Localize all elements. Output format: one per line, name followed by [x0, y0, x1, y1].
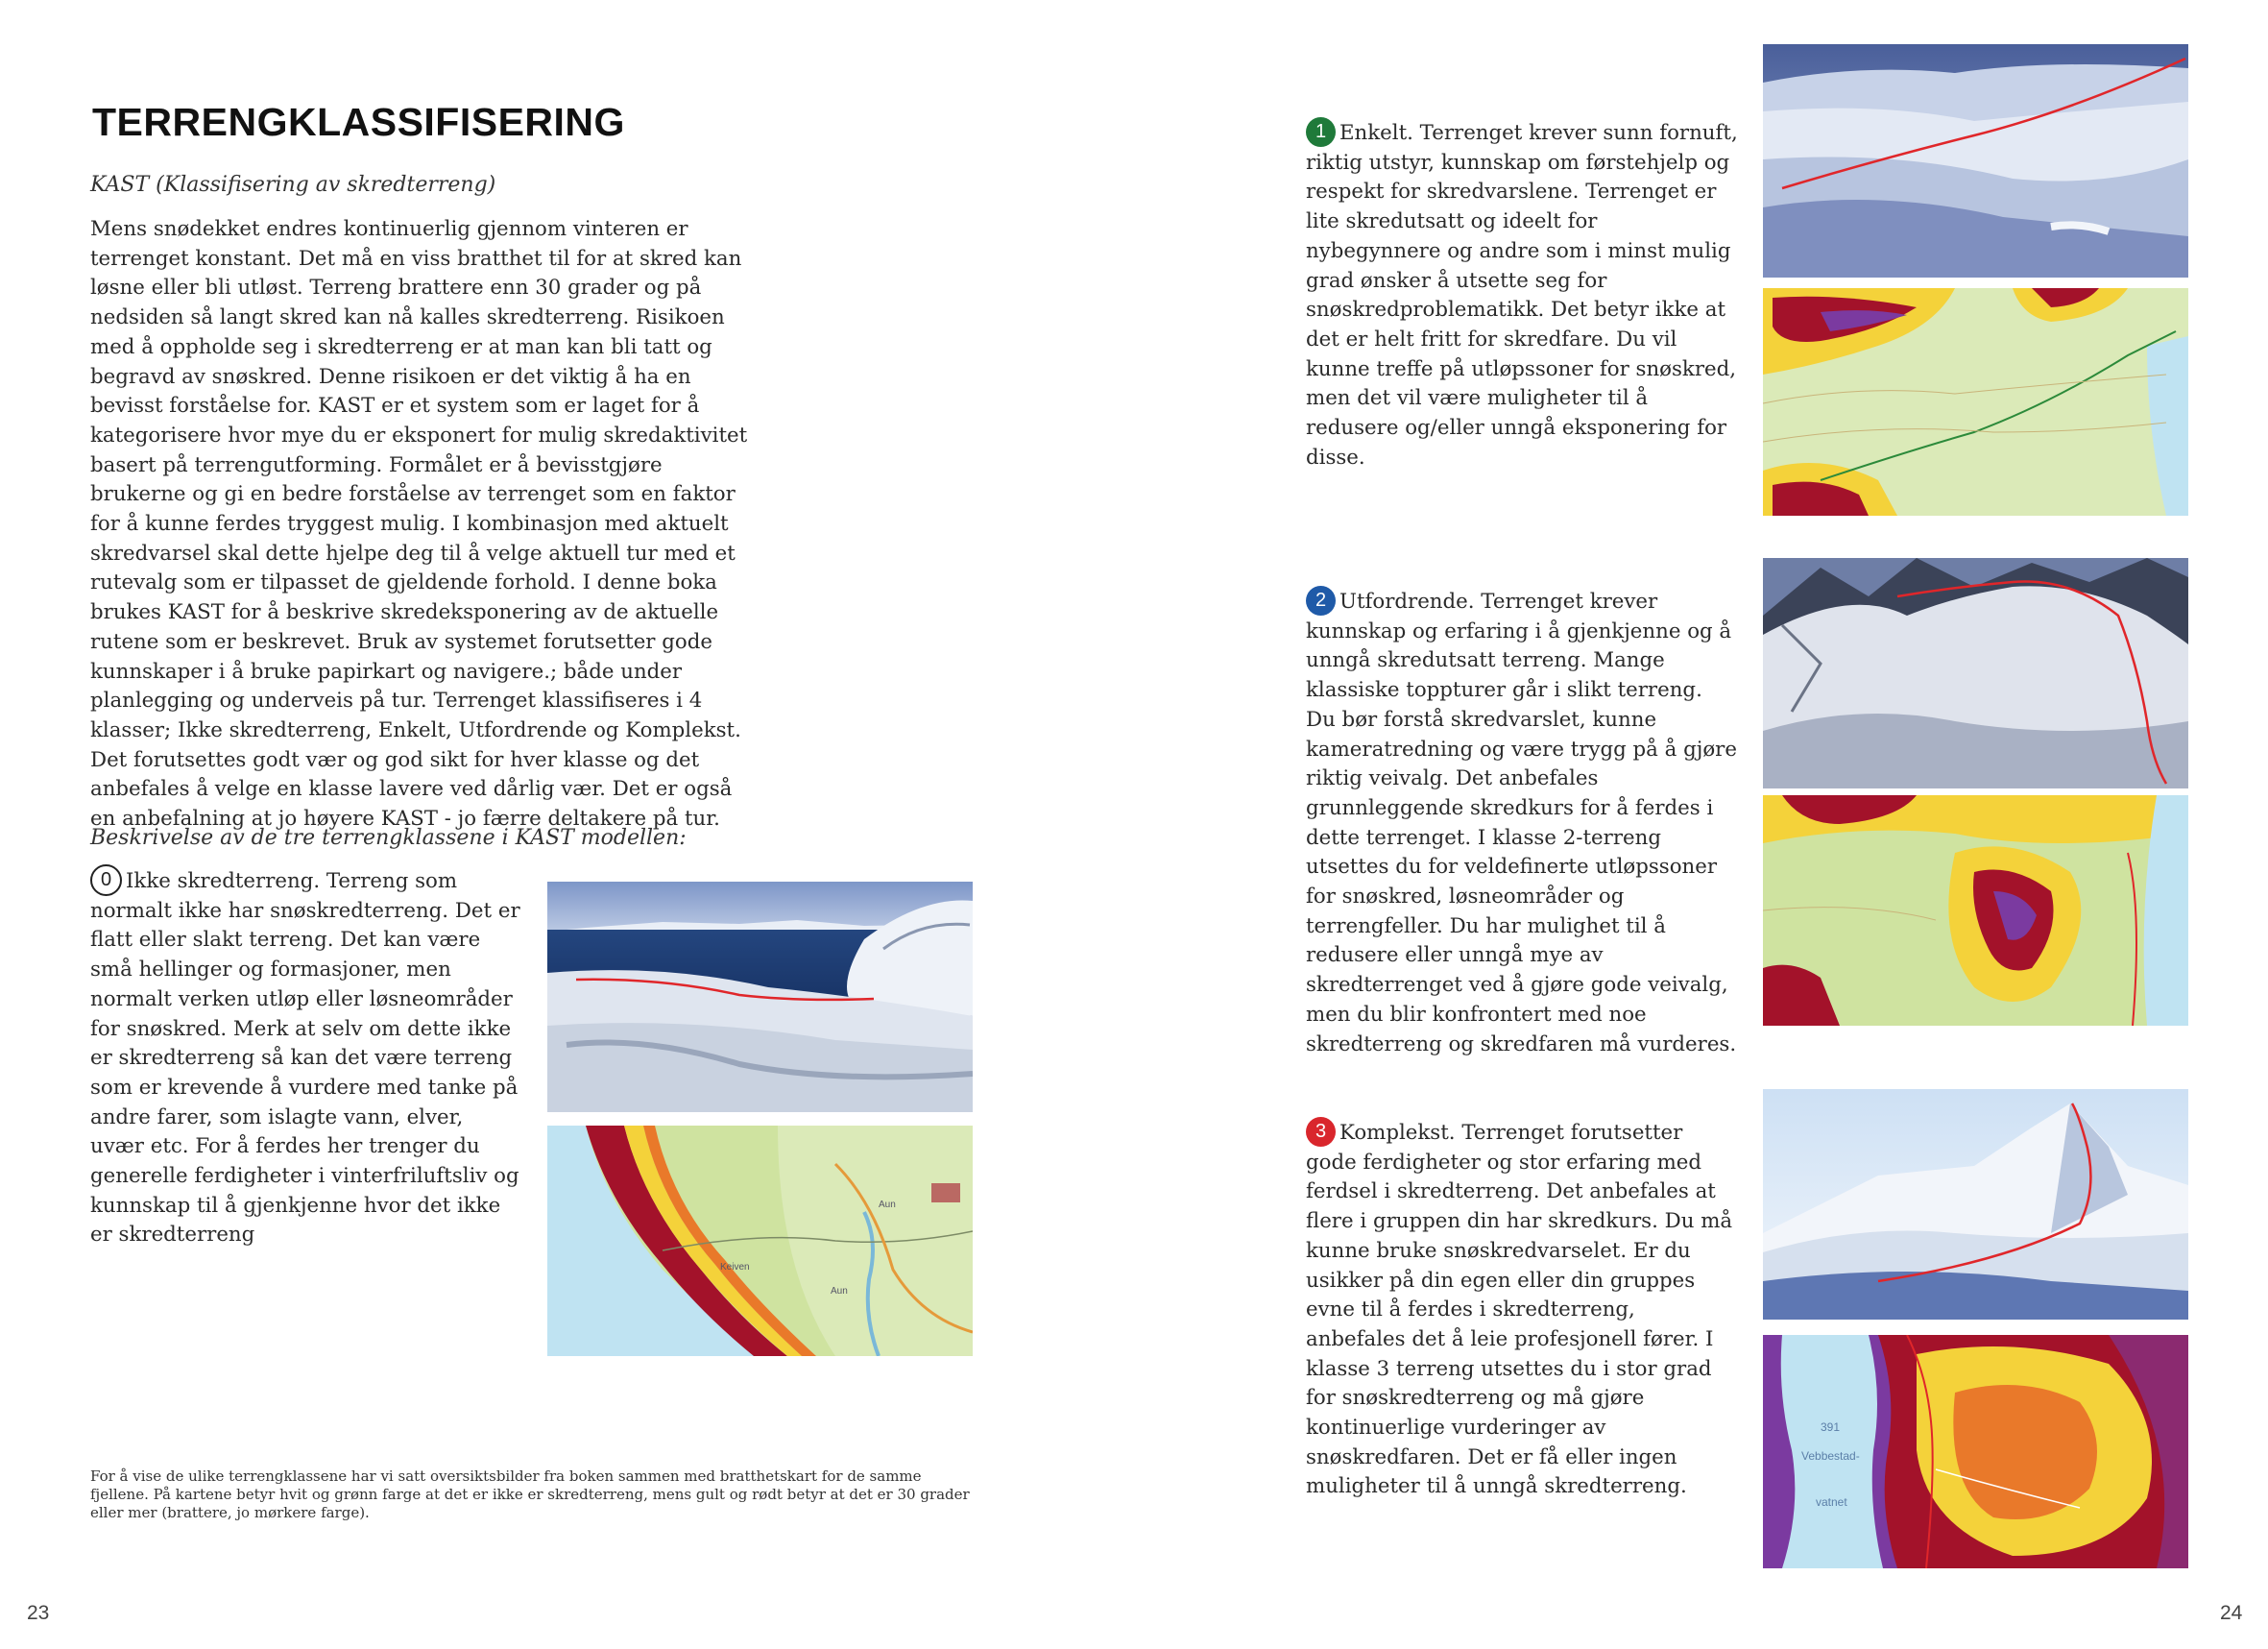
class-3-block — [1306, 1117, 1738, 1502]
footnote: For å vise de ulike terrengklassene har vi satt oversiktsbilder fra boken sammen med bratthetskart for de samme fjellene. På kartene betyr hvit og grønn farge at det er ikke er skredterreng, mens gult og rødt betyr at det er 30 grader eller mer (brattere, jo mørkere farge). — [90, 1467, 970, 1521]
map-label: Keiven — [720, 1262, 750, 1273]
class-2-map — [1763, 795, 2188, 1026]
description-heading: Beskrivelse av de tre terrengklassene i KAST modellen: — [90, 826, 687, 850]
class-0-text: Ikke skredterreng. Terreng som normalt ikke har snøskredterreng. Det er flatt eller slakt terreng. Det kan være små hellinger og formasjoner, men normalt verken utløp eller løsneområder for snøskred. Merk at selv om dette ikke er skredterreng så kan det være terreng som er krevende å vurdere med tanke på andre farer, som islagte vann, elver, uvær etc. For å ferdes her trenger du generelle ferdigheter i vinterfriluftsliv og kunnskap til å gjenkjenne hvor det ikke er skredterreng — [90, 869, 520, 1248]
class-0-photo — [547, 882, 973, 1112]
map-label: Aun — [879, 1200, 896, 1210]
map-label: 391 — [1821, 1420, 1841, 1434]
map-label: vatnet — [1816, 1495, 1847, 1509]
subtitle: KAST (Klassifisering av skredterreng) — [90, 173, 496, 197]
class-2-badge: 2 — [1306, 586, 1336, 616]
class-0-map — [547, 1126, 973, 1356]
class-3-text: Komplekst. Terrenget forutsetter gode ferdigheter og stor erfaring med ferdsel i skredterreng. Det anbefales at flere i gruppen din har skredkurs. Du må kunne bruke snøskredvarselet. Er du usikker på din egen eller din gruppes evne til å ferdes i skredterreng, anbefales det å leie profesjonell fører. I klasse 3 terreng utsettes du i stor grad for snøskredterreng og må gjøre kontinuerlige vurderinger av snøskredfaren. Det er få eller ingen muligheter til å unngå skredterreng. — [1306, 1121, 1733, 1499]
page-title: TERRENGKLASSIFISERING — [92, 100, 625, 144]
class-1-text: Enkelt. Terrenget krever sunn fornuft, riktig utstyr, kunnskap om førstehjelp og respekt for skredvarslene. Terrenget er lite skredutsatt og ideelt for nybegynnere og andre som i minst mulig grad ønsker å utsette seg for snøskredproblematikk. Det betyr ikke at det er helt fritt for skredfare. Du vil kunne treffe på utløpssoner for snøskred, men det vil være muligheter til å redusere og/eller unngå eksponering for disse. — [1306, 121, 1738, 470]
class-3-photo — [1763, 1089, 2188, 1320]
class-1-block — [1306, 117, 1738, 473]
map-label: Vebbestad- — [1801, 1449, 1860, 1463]
class-1-map — [1763, 288, 2188, 516]
class-1-photo — [1763, 44, 2188, 278]
class-2-photo — [1763, 558, 2188, 788]
page-number-right: 24 — [2220, 1602, 2243, 1624]
page-number-left: 23 — [27, 1602, 50, 1624]
class-3-badge: 3 — [1306, 1117, 1336, 1147]
class-1-badge: 1 — [1306, 117, 1336, 147]
class-0-block — [90, 864, 522, 1250]
intro-paragraph: Mens snødekket endres kontinuerlig gjennom vinteren er terrenget konstant. Det må en viss bratthet til for at skred kan løsne eller bli utløst. Terreng brattere enn 30 grader og på nedsiden så langt skred kan nå kalles skredterreng. Risikoen med å oppholde seg i skredterreng er at man kan bli tatt og begravd av snøskred. Denne risikoen er det viktig å ha en bevisst forståelse for. KAST er et system som er laget for å kategorisere hvor mye du er eksponert for mulig skredaktivitet basert på terrengutforming. Formålet er å bevisstgjøre brukerne og gi en bedre forståelse av terrenget som en faktor for å kunne ferdes tryggest mulig. I kombinasjon med aktuelt skredvarsel skal dette hjelpe deg til å velge aktuell tur med et rutevalg som er tilpasset de gjeldende forhold. I denne boka brukes KAST for å beskrive skredeksponering av de aktuelle rutene som er beskrevet. Bruk av systemet forutsetter gode kunnskaper i å bruke papirkart og navigere.; både under planlegging og underveis på tur. Terrenget klassifiseres i 4 klasser; Ikke skredterreng, Enkelt, Utfordrende og Komplekst. Det forutsettes godt vær og god sikt for hver klasse og det anbefales å velge en klasse lavere ved dårlig vær. Det er også en anbefalning at jo høyere KAST - jo færre deltakere på tur. — [90, 217, 748, 832]
class-2-text: Utfordrende. Terrenget krever kunnskap og erfaring i å gjenkjenne og å unngå skredutsatt terreng. Mange klassiske toppturer går i slikt terreng. Du bør forstå skredvarslet, kunne kameratredning og være trygg på å gjøre riktig veivalg. Det anbefales grunnleggende skredkurs for å ferdes i dette terrenget. I klasse 2-terreng utsettes du for veldefinerte utløpssoner for snøskred, løsneområder og terrengfeller. Du har mulighet til å redusere eller unngå mye av skredterrenget ved å gjøre gode veivalg, men du blir konfrontert med noe skredterreng og skredfaren må vurderes. — [1306, 590, 1737, 1056]
class-2-block — [1306, 586, 1738, 1059]
class-3-map — [1763, 1335, 2188, 1568]
class-0-badge: 0 — [90, 864, 122, 896]
map-label: Aun — [831, 1286, 848, 1297]
